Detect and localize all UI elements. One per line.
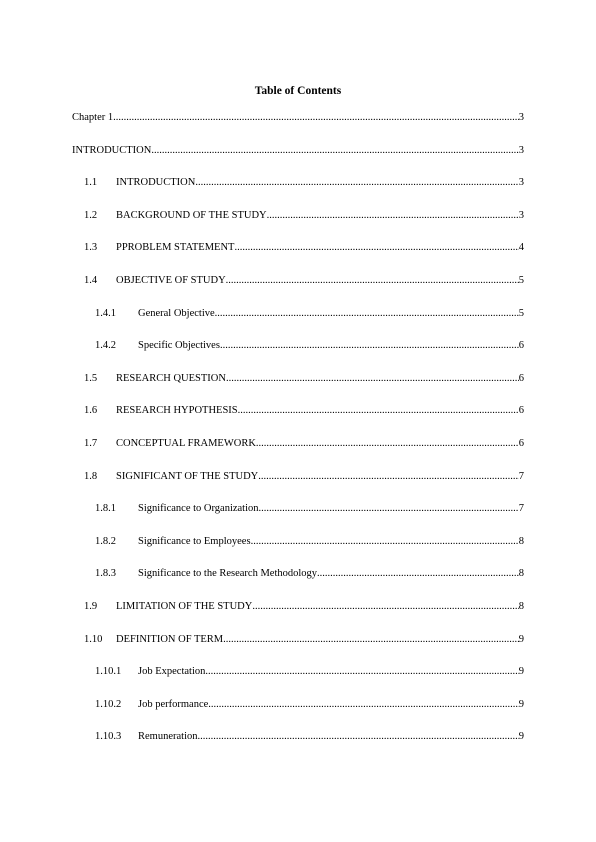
toc-entry[interactable]: [0, 633, 596, 666]
toc-entry[interactable]: [0, 176, 596, 209]
toc-entry[interactable]: [0, 307, 596, 340]
toc-title: Table of Contents: [254, 85, 342, 97]
toc-entry-number: 1.8: [84, 470, 98, 482]
toc-entry-label: INTRODUCTION: [72, 144, 152, 156]
dot-leader: [223, 633, 519, 647]
toc-entry-label: OBJECTIVE OF STUDY: [116, 274, 226, 286]
toc-entry-number: 1.9: [84, 600, 98, 612]
toc-entry[interactable]: [0, 437, 596, 470]
toc-entry-label: Significance to Organization: [138, 503, 259, 515]
toc-entry-page-number: 3: [518, 112, 524, 123]
toc-entry-label: DEFINITION OF TERM: [116, 633, 224, 645]
toc-entry-row: [84, 404, 524, 418]
toc-entry[interactable]: [0, 535, 596, 568]
toc-entry[interactable]: [0, 111, 596, 144]
toc-entry[interactable]: [0, 144, 596, 177]
toc-entry-label: INTRODUCTION: [116, 177, 196, 189]
dot-leader: [197, 730, 518, 744]
toc-entry-page-number: 5: [518, 274, 524, 286]
toc-entry-number: 1.7: [84, 437, 98, 449]
toc-entry[interactable]: [0, 665, 596, 698]
toc-entry-number: 1.1: [84, 177, 98, 189]
toc-entry-number: 1.8.3: [95, 568, 116, 580]
toc-entry-label: Job Expectation: [138, 666, 206, 678]
toc-entry-page-number: 7: [518, 470, 524, 482]
toc-entry-number: 1.8.2: [95, 535, 116, 547]
toc-entry-row: [95, 502, 524, 516]
toc-entry-page-number: 3: [518, 144, 524, 156]
toc-entry-number: 1.5: [84, 372, 98, 384]
toc-entry-page-number: 8: [518, 568, 524, 580]
toc-entry-label: Chapter 1: [72, 112, 114, 123]
toc-entry-label: Job performance: [138, 698, 209, 710]
toc-entry-page-number: 9: [518, 666, 524, 678]
toc-entry-label: BACKGROUND OF THE STUDY: [116, 209, 267, 221]
dot-leader: [208, 698, 518, 712]
toc-entry-number: 1.2: [84, 209, 98, 221]
toc-entry-row: [72, 111, 524, 125]
toc-entry-label: PPROBLEM STATEMENT: [116, 242, 235, 254]
dot-leader: [259, 502, 519, 516]
toc-entry-number: 1.10: [84, 633, 103, 645]
toc-entry-number: 1.6: [84, 405, 98, 417]
toc-entry-page-number: 4: [518, 242, 524, 254]
dot-leader: [234, 241, 518, 255]
toc-entry-row: [84, 241, 524, 255]
toc-entry-row: [84, 437, 524, 451]
toc-entry[interactable]: [0, 600, 596, 633]
toc-entry-page-number: 9: [518, 633, 524, 645]
toc-entry-label: RESEARCH HYPOTHESIS: [116, 405, 238, 417]
dot-leader: [252, 600, 518, 614]
toc-entry-page-number: 6: [518, 340, 524, 352]
toc-entry-row: [84, 600, 524, 614]
dot-leader: [258, 470, 519, 484]
dot-leader: [151, 144, 518, 158]
toc-entry-row: [84, 470, 524, 484]
toc-entry-page-number: 6: [518, 405, 524, 417]
dot-leader: [267, 209, 519, 223]
toc-entry[interactable]: [0, 698, 596, 731]
dot-leader: [226, 372, 519, 386]
toc-entry-page-number: 3: [518, 209, 524, 221]
toc-entry-number: 1.4.2: [95, 340, 116, 352]
toc-entry[interactable]: [0, 274, 596, 307]
toc-entry-label: CONCEPTUAL FRAMEWORK: [116, 437, 256, 449]
toc-entry-page-number: 5: [518, 307, 524, 319]
dot-leader: [205, 665, 518, 679]
toc-entry-label: General Objective: [138, 307, 215, 319]
toc-entry-row: [84, 176, 524, 190]
toc-entry-page-number: 6: [518, 372, 524, 384]
toc-entry[interactable]: [0, 372, 596, 405]
toc-list: [0, 111, 596, 763]
toc-entry[interactable]: [0, 241, 596, 274]
toc-entry-label: Significance to the Research Methodology: [138, 568, 318, 580]
toc-entry-number: 1.4.1: [95, 307, 116, 319]
dot-leader: [215, 307, 519, 321]
toc-entry-row: [95, 698, 524, 712]
toc-entry-number: 1.10.2: [95, 698, 122, 710]
toc-entry-row: [84, 274, 524, 288]
toc-entry-row: [84, 633, 524, 647]
toc-entry[interactable]: [0, 209, 596, 242]
toc-entry-row: [95, 567, 524, 581]
toc-entry-label: Remuneration: [138, 731, 198, 743]
toc-entry-page-number: 8: [518, 600, 524, 612]
toc-entry-label: Significance to Employees: [138, 535, 251, 547]
toc-entry-page-number: 8: [518, 535, 524, 547]
toc-entry-row: [95, 535, 524, 549]
toc-entry-number: 1.3: [84, 242, 98, 254]
toc-entry[interactable]: [0, 470, 596, 503]
toc-entry-page-number: 3: [518, 177, 524, 189]
toc-entry-row: [95, 730, 524, 744]
dot-leader: [256, 437, 519, 451]
toc-entry[interactable]: [0, 502, 596, 535]
toc-entry-row: [95, 665, 524, 679]
toc-entry-label: SIGNIFICANT OF THE STUDY: [116, 470, 259, 482]
dot-leader: [251, 535, 519, 549]
toc-entry-label: LIMITATION OF THE STUDY: [116, 600, 253, 612]
toc-entry-row: [84, 209, 524, 223]
toc-entry[interactable]: [0, 567, 596, 600]
dot-leader: [226, 274, 519, 288]
dot-leader: [195, 176, 518, 190]
toc-entry[interactable]: [0, 730, 596, 763]
toc-entry-number: 1.8.1: [95, 503, 116, 515]
dot-leader: [220, 339, 519, 353]
dot-leader: [238, 404, 519, 418]
toc-entry-row: [95, 307, 524, 321]
toc-entry-row: [95, 339, 524, 353]
toc-entry-page-number: 9: [518, 698, 524, 710]
toc-entry-number: 1.10.1: [95, 666, 122, 678]
dot-leader: [317, 567, 519, 581]
toc-entry[interactable]: [0, 339, 596, 372]
toc-entry-page-number: 6: [518, 437, 524, 449]
toc-entry-page-number: 9: [518, 731, 524, 743]
toc-entry-number: 1.4: [84, 274, 98, 286]
toc-entry[interactable]: [0, 404, 596, 437]
toc-entry-label: Specific Objectives: [138, 340, 220, 352]
toc-entry-label: RESEARCH QUESTION: [116, 372, 226, 384]
toc-entry-number: 1.10.3: [95, 731, 122, 743]
toc-entry-row: [84, 372, 524, 386]
dot-leader: [113, 111, 519, 125]
toc-entry-row: [72, 144, 524, 158]
toc-entry-page-number: 7: [518, 503, 524, 515]
